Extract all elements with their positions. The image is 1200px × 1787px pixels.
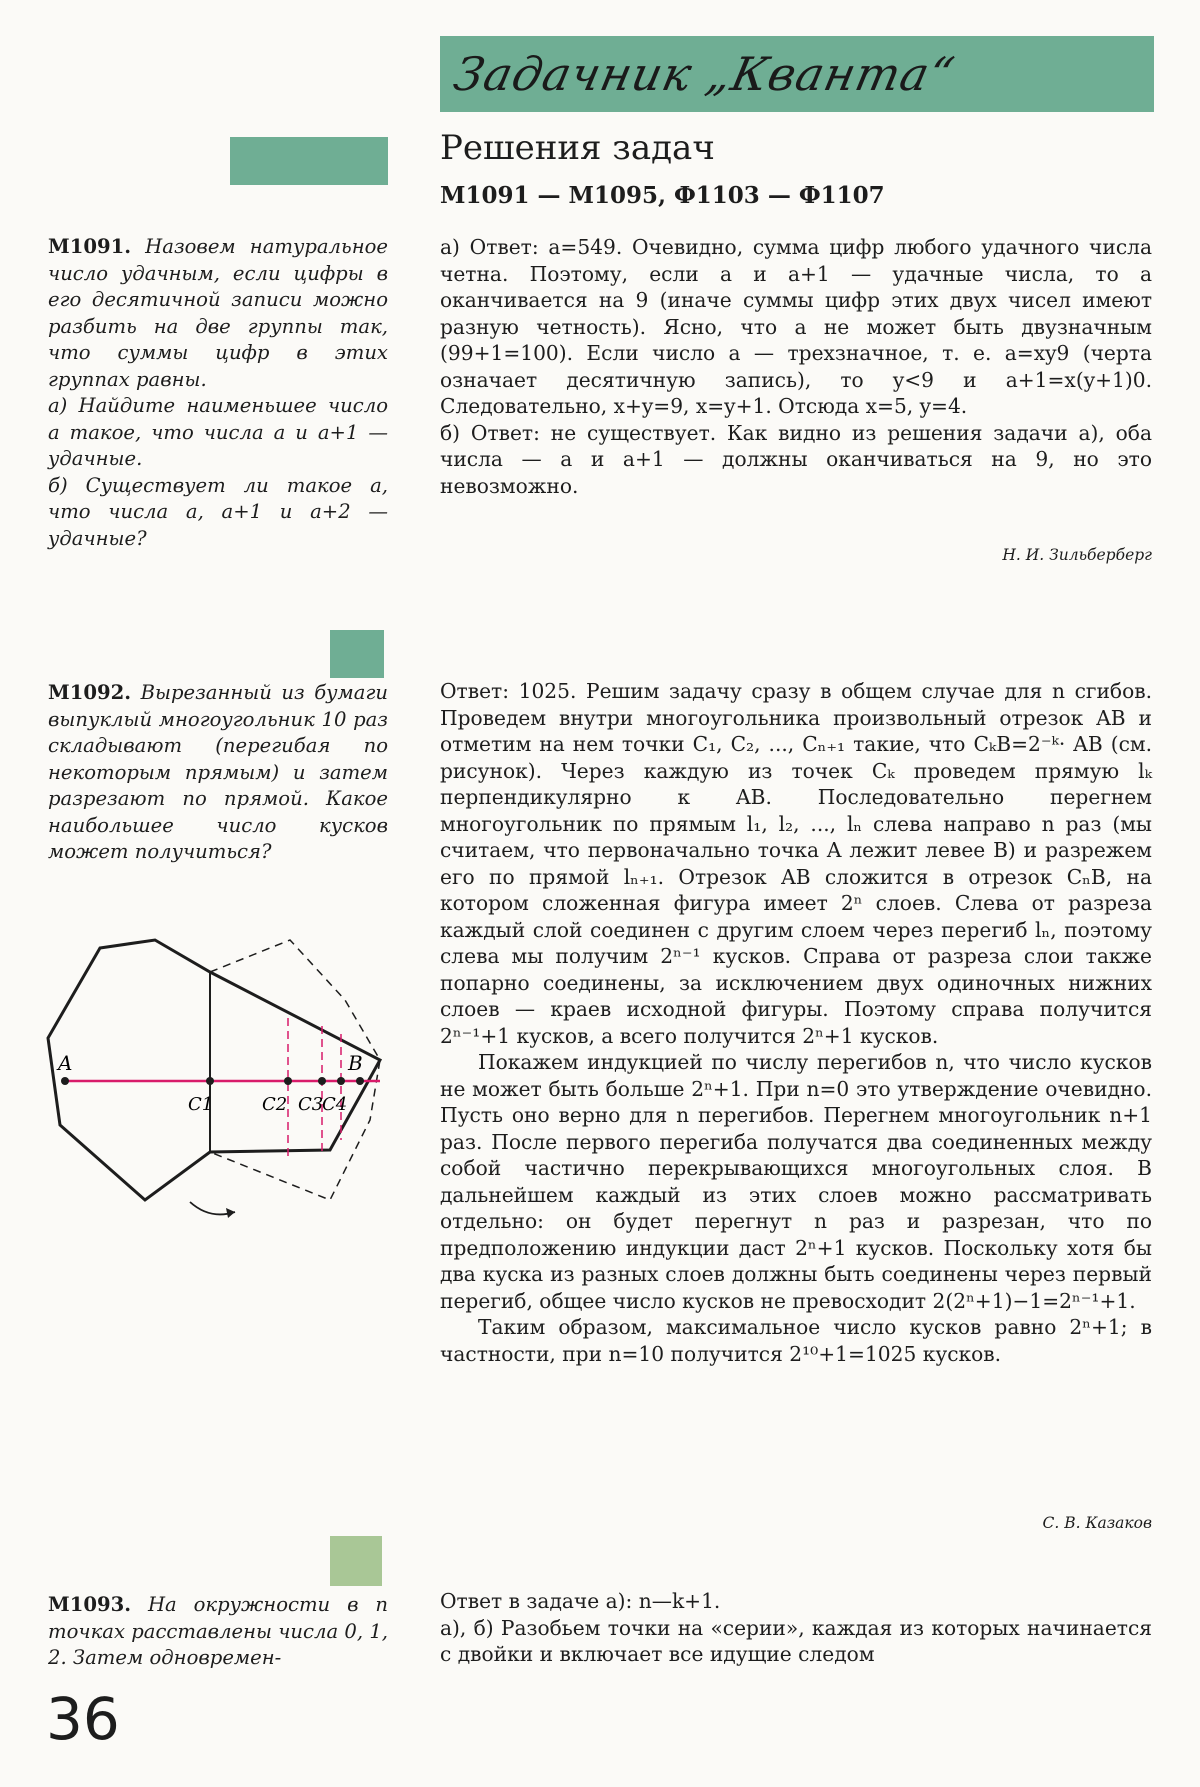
problem-text: Назовем натуральное число удачным, если цифры в его десятичной записи можно разбить на две группы так, что суммы цифр в этих группах равны. — [48, 235, 388, 391]
problem-number: M1093. — [48, 1593, 132, 1616]
solution-m1092 — [440, 678, 1152, 1367]
label-c3: C3 — [298, 1094, 324, 1115]
problem-number: M1091. — [48, 235, 132, 258]
point-c3 — [318, 1077, 326, 1085]
page-subtitle: M1091 — M1095, Ф1103 — Ф1107 — [440, 182, 885, 209]
solution-m1091 — [440, 234, 1152, 499]
solution-paragraph: Таким образом, максимальное число кусков равно 2ⁿ+1; в частности, при n=10 получится 2¹⁰+1=1025 кусков. — [440, 1315, 1152, 1366]
author-m1091: Н. И. Зильберберг — [1002, 546, 1152, 564]
author-m1092: С. В. Казаков — [1042, 1514, 1152, 1532]
folding-figure — [40, 930, 400, 1230]
decor-block-1 — [230, 137, 388, 185]
point-c1 — [206, 1077, 214, 1085]
problem-m1092-statement — [48, 680, 388, 866]
section-logo: Задачник „Кванта“ — [449, 47, 960, 101]
page-number: 36 — [46, 1685, 120, 1753]
page-title: Решения задач — [440, 128, 715, 168]
point-b — [356, 1077, 364, 1085]
problem-part-a: а) Найдите наименьшее число а такое, что числа а и а+1 — удачные. — [48, 394, 388, 470]
point-c2 — [284, 1077, 292, 1085]
point-a — [61, 1077, 69, 1085]
solution-paragraph: Ответ в задаче а): n—k+1. — [440, 1589, 721, 1613]
problem-m1093-statement — [48, 1592, 388, 1672]
decor-block-2 — [330, 630, 384, 678]
problem-number: M1092. — [48, 681, 132, 704]
label-c1: C1 — [188, 1094, 214, 1115]
solution-paragraph: а), б) Разобьем точки на «серии», каждая из которых начинается с двойки и включает все идущие следом — [440, 1615, 1152, 1666]
label-c4: C4 — [322, 1094, 348, 1115]
solution-paragraph: а) Ответ: a=549. Очевидно, сумма цифр любого удачного числа четна. Поэтому, если a и a+1 — удачные числа, то a оканчивается на 9 (иначе суммы цифр этих двух чисел имеют разную четность). Ясно, что a не может быть двузначным (99+1=100). Если число a — трехзначное, т. е. a=xy9 (черта означает десятичную запись), то y<9 и a+1=x(y+1)0. Следовательно, x+y=9, x=y+1. Отсюда x=5, y=4. — [440, 235, 1152, 418]
point-c4 — [337, 1077, 345, 1085]
problem-text: На окружности в n точках расставлены числа 0, 1, 2. Затем одновремен- — [48, 1593, 389, 1669]
solution-paragraph: Покажем индукцией по числу перегибов n, что число кусков не может быть больше 2ⁿ+1. При n=0 это утверждение очевидно. Пусть оно верно для n перегибов. Перегнем многоугольник n+1 раз. После первого перегиба получатся два соединенных между собой частично перекрывающихся многоугольных слоя. В дальнейшем каждый из этих слоев можно рассматривать отдельно: он будет перегнут n раз и разрезан, что по предположению индукции даст 2ⁿ+1 кусков. Поскольку хотя бы два куска из разных слоев должны быть соединены через первый перегиб, общее число кусков не превосходит 2(2ⁿ+1)−1=2ⁿ⁻¹+1. — [440, 1050, 1152, 1313]
problem-text: Вырезанный из бумаги выпуклый многоугольник 10 раз складывают (перегибая по некоторым прямым) и затем разрезают по прямой. Какое наибольшее число кусков может получиться? — [48, 681, 388, 863]
label-a: A — [58, 1051, 73, 1075]
solution-paragraph: б) Ответ: не существует. Как видно из решения задачи а), оба числа — a и a+1 — должны оканчиваться на 9, но это невозможно. — [440, 420, 1152, 498]
polygon-outline — [48, 940, 380, 1200]
label-b: B — [348, 1051, 363, 1075]
solution-m1093 — [440, 1588, 1152, 1668]
label-c2: C2 — [262, 1094, 288, 1115]
problem-m1091-statement — [48, 234, 388, 552]
decor-block-3 — [330, 1536, 382, 1586]
fold-arrow-head — [226, 1208, 235, 1218]
solution-paragraph: Ответ: 1025. Решим задачу сразу в общем случае для n сгибов. Проведем внутри многоугольника произвольный отрезок AB и отметим на нем точки C₁, C₂, ..., Cₙ₊₁ такие, что CₖB=2⁻ᵏ· AB (см. рисунок). Через каждую из точек Cₖ проведем прямую lₖ перпендикулярно к AB. Последовательно перегнем многоугольник по прямым l₁, l₂, ..., lₙ слева направо n раз (мы считаем, что первоначально точка A лежит левее B) и разрежем его по прямой lₙ₊₁. Отрезок AB сложится в отрезок CₙB, на котором сложенная фигура имеет 2ⁿ слоев. Слева от разреза каждый слой соединен с другим слоем через перегиб lₙ, поэтому слева мы получим 2ⁿ⁻¹ кусков. Справа от разреза слои также попарно соединены, за исключением двух одиночных нижних слоев — краев исходной фигуры. Поэтому справа получится 2ⁿ⁻¹+1 кусков, а всего получится 2ⁿ+1 кусков. — [440, 679, 1152, 1048]
problem-part-b: б) Существует ли такое а, что числа а, а+1 и а+2 — удачные? — [48, 473, 388, 550]
